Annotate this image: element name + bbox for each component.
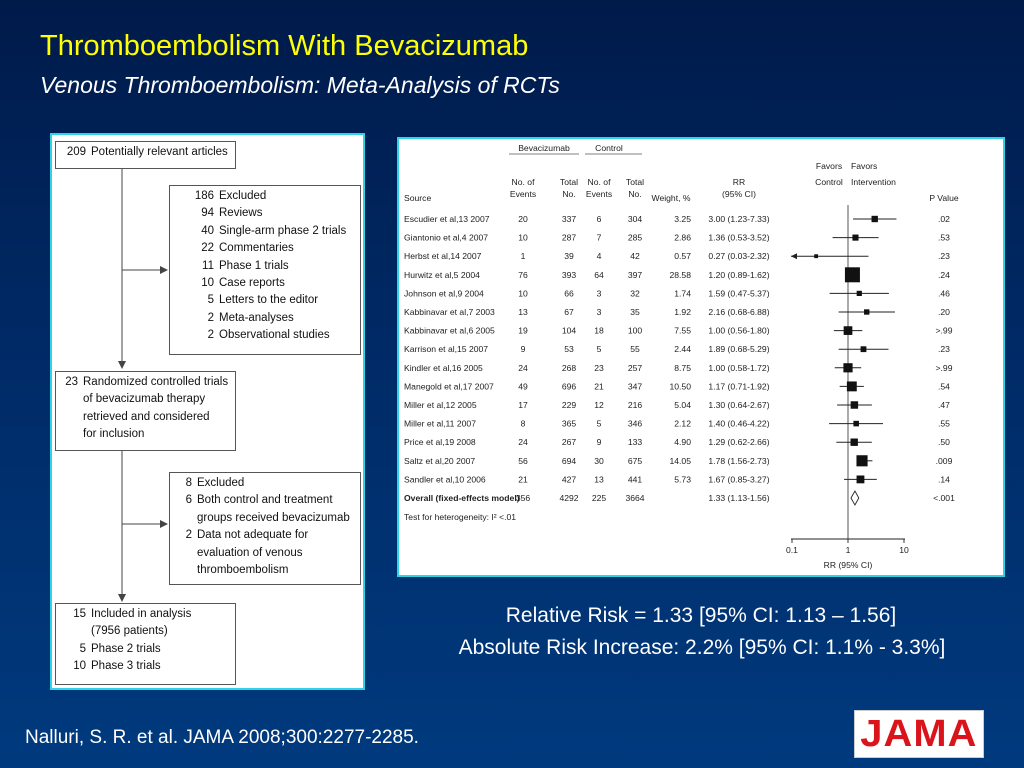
study-bev-total: 267 bbox=[561, 437, 577, 448]
study-ci-arrow bbox=[791, 253, 797, 259]
study-bev-total: 268 bbox=[561, 362, 577, 373]
column-header-favors-intervention: Intervention bbox=[851, 177, 896, 187]
study-bev-total: 393 bbox=[561, 269, 577, 280]
flow-line-text: Observational studies bbox=[219, 329, 330, 342]
study-rr-ci: 1.78 (1.56-2.73) bbox=[708, 455, 770, 466]
study-source: Miller et al,11 2007 bbox=[404, 418, 476, 429]
study-point-marker bbox=[814, 254, 818, 258]
flow-line-text: evaluation of venous bbox=[197, 546, 303, 559]
study-weight: 5.73 bbox=[674, 474, 691, 485]
study-ctl-events: 7 bbox=[596, 232, 602, 243]
study-weight: 8.75 bbox=[674, 362, 691, 373]
study-rr-ci: 1.40 (0.46-4.22) bbox=[708, 418, 770, 429]
study-ctl-total: 32 bbox=[630, 288, 640, 299]
column-header-rr: RR bbox=[732, 177, 746, 187]
x-axis-tick-label: 1 bbox=[845, 545, 851, 555]
study-rr-ci: 1.00 (0.58-1.72) bbox=[708, 362, 770, 373]
study-weight: 7.55 bbox=[674, 325, 691, 336]
flow-line bbox=[174, 188, 356, 205]
study-ctl-total: 441 bbox=[627, 474, 643, 485]
flow-box-excluded-trials bbox=[169, 472, 361, 585]
flow-line-text: retrieved and considered bbox=[83, 410, 210, 423]
study-weight: 2.12 bbox=[674, 418, 691, 429]
study-ctl-total: 285 bbox=[627, 232, 643, 243]
forest-plot-panel bbox=[397, 137, 1005, 577]
flow-line-text: thromboembolism bbox=[197, 564, 289, 577]
column-header-favors-control: Control bbox=[815, 177, 843, 187]
column-header-favors-intervention: Favors bbox=[851, 161, 878, 171]
study-bev-events: 17 bbox=[518, 400, 528, 410]
study-p-value: .23 bbox=[938, 251, 950, 262]
study-p-value: >.99 bbox=[935, 362, 953, 373]
study-bev-total: 104 bbox=[561, 325, 577, 336]
study-rr-ci: 1.36 (0.53-3.52) bbox=[708, 232, 770, 243]
study-weight: 3.25 bbox=[674, 214, 691, 224]
study-weight: 2.44 bbox=[674, 344, 691, 355]
flow-line-count: 5 bbox=[207, 294, 214, 307]
study-p-value: .14 bbox=[938, 474, 950, 485]
flow-line bbox=[174, 475, 356, 492]
flow-line-text: of bevacizumab therapy bbox=[83, 393, 206, 406]
jama-logo-text: JAMA bbox=[860, 712, 978, 755]
flow-line-count: 2 bbox=[207, 311, 214, 324]
flow-line-count: 8 bbox=[185, 477, 192, 489]
study-weight: 28.58 bbox=[669, 269, 691, 280]
group-header-control: Control bbox=[595, 143, 623, 153]
flow-line-text: Case reports bbox=[219, 277, 285, 290]
study-source: Saltz et al,20 2007 bbox=[404, 455, 476, 466]
study-weight: 0.57 bbox=[674, 251, 691, 262]
study-bev-total: 53 bbox=[564, 344, 574, 355]
flow-line bbox=[60, 658, 231, 675]
study-bev-events: 24 bbox=[518, 362, 528, 373]
overall-p-value: <.001 bbox=[933, 493, 955, 503]
study-point-marker bbox=[857, 291, 862, 296]
study-ctl-total: 675 bbox=[627, 455, 643, 466]
study-rr-ci: 1.59 (0.47-5.37) bbox=[708, 288, 770, 299]
study-source: Hurwitz et al,5 2004 bbox=[404, 269, 480, 280]
study-weight: 2.86 bbox=[674, 232, 691, 243]
flow-line bbox=[60, 374, 231, 391]
study-point-marker bbox=[844, 326, 853, 335]
study-bev-total: 67 bbox=[564, 307, 574, 317]
jama-logo bbox=[854, 710, 984, 758]
study-bev-total: 427 bbox=[561, 474, 577, 485]
study-p-value: >.99 bbox=[935, 325, 953, 336]
overall-source: Overall (fixed-effects model) bbox=[404, 493, 520, 503]
column-header-bev-events: No. of bbox=[511, 177, 535, 187]
group-header-bevacizumab: Bevacizumab bbox=[518, 143, 570, 153]
column-header-source: Source bbox=[404, 193, 432, 203]
study-bev-events: 21 bbox=[518, 474, 528, 485]
study-point-marker bbox=[851, 401, 858, 408]
study-rr-ci: 1.00 (0.56-1.80) bbox=[708, 325, 770, 336]
flow-line-count: 5 bbox=[79, 642, 86, 655]
column-header-bev-total: Total bbox=[559, 177, 579, 187]
flow-line-count: 10 bbox=[201, 277, 214, 290]
flow-line-count: 22 bbox=[201, 242, 214, 255]
study-point-marker bbox=[845, 267, 860, 282]
study-rr-ci: 1.30 (0.64-2.67) bbox=[708, 400, 770, 410]
column-header-ctl-total: Total bbox=[625, 177, 645, 187]
column-header-bev-events: Events bbox=[509, 189, 537, 199]
study-point-marker bbox=[847, 381, 857, 391]
study-rr-ci: 1.29 (0.62-2.66) bbox=[708, 437, 770, 448]
study-point-marker bbox=[851, 439, 858, 446]
study-ctl-total: 304 bbox=[627, 214, 643, 224]
flow-line bbox=[174, 223, 356, 240]
flow-line bbox=[174, 510, 356, 527]
study-point-marker bbox=[857, 475, 865, 483]
relative-risk-result: Relative Risk = 1.33 [95% CI: 1.13 – 1.56] bbox=[505, 604, 897, 627]
study-bev-total: 39 bbox=[564, 251, 574, 262]
study-ctl-events: 5 bbox=[596, 418, 602, 429]
citation: Nalluri, S. R. et al. JAMA 2008;300:2277-2285. bbox=[25, 727, 419, 748]
flow-line-text: Both control and treatment bbox=[197, 494, 333, 507]
overall-bev-events: 356 bbox=[515, 493, 531, 503]
study-ctl-total: 346 bbox=[627, 418, 643, 429]
study-bev-total: 337 bbox=[561, 214, 577, 224]
study-bev-total: 696 bbox=[561, 381, 577, 392]
flow-box-included-analysis bbox=[55, 603, 236, 685]
study-ctl-events: 21 bbox=[594, 381, 604, 392]
study-p-value: .02 bbox=[938, 214, 950, 224]
study-ctl-events: 3 bbox=[596, 288, 602, 299]
study-bev-events: 10 bbox=[518, 232, 528, 243]
slide-title: Thromboembolism With Bevacizumab bbox=[40, 30, 529, 62]
flow-line bbox=[174, 240, 356, 257]
study-rr-ci: 1.20 (0.89-1.62) bbox=[708, 269, 770, 280]
flow-line bbox=[174, 527, 356, 544]
study-weight: 1.92 bbox=[674, 307, 691, 317]
study-bev-events: 24 bbox=[518, 437, 528, 448]
flow-line bbox=[174, 562, 356, 579]
study-weight: 1.74 bbox=[674, 288, 691, 299]
study-source: Price et al,19 2008 bbox=[404, 437, 476, 448]
study-ctl-events: 6 bbox=[596, 214, 602, 224]
flow-line bbox=[174, 258, 356, 275]
overall-ctl-events: 225 bbox=[591, 493, 607, 503]
flow-line-text: Randomized controlled trials bbox=[83, 376, 229, 388]
study-rr-ci: 3.00 (1.23-7.33) bbox=[708, 214, 770, 224]
flow-line bbox=[60, 623, 231, 640]
study-bev-events: 9 bbox=[520, 344, 526, 355]
study-ctl-total: 35 bbox=[630, 307, 640, 317]
study-ctl-total: 133 bbox=[627, 437, 643, 448]
study-ctl-events: 5 bbox=[596, 344, 602, 355]
study-bev-events: 49 bbox=[518, 381, 528, 392]
overall-ctl-total: 3664 bbox=[625, 493, 645, 503]
study-ctl-events: 9 bbox=[596, 437, 602, 448]
column-header-bev-total: No. bbox=[562, 189, 576, 199]
study-bev-events: 20 bbox=[518, 214, 528, 224]
flow-box-potential-articles bbox=[55, 141, 236, 169]
study-bev-events: 13 bbox=[518, 307, 528, 317]
study-weight: 14.05 bbox=[669, 455, 691, 466]
flow-line-text: Letters to the editor bbox=[219, 294, 319, 307]
study-bev-total: 365 bbox=[561, 418, 577, 429]
study-rr-ci: 0.27 (0.03-2.32) bbox=[708, 251, 770, 262]
flow-line-count: 209 bbox=[66, 146, 86, 158]
study-p-value: .50 bbox=[938, 437, 950, 448]
flow-line-count: 10 bbox=[73, 660, 86, 673]
column-header-ctl-events: No. of bbox=[587, 177, 611, 187]
column-header-favors-control: Favors bbox=[815, 161, 843, 171]
flow-line bbox=[174, 275, 356, 292]
flow-line-text: Excluded bbox=[219, 190, 267, 202]
study-ctl-events: 64 bbox=[594, 269, 604, 280]
flow-line-count: 186 bbox=[194, 190, 214, 202]
study-rr-ci: 2.16 (0.68-6.88) bbox=[708, 307, 770, 317]
flow-line-text: Data not adequate for bbox=[197, 529, 309, 542]
flow-line bbox=[60, 426, 231, 443]
study-point-marker bbox=[852, 235, 858, 241]
study-bev-events: 76 bbox=[518, 269, 528, 280]
column-header-ctl-events: Events bbox=[585, 189, 613, 199]
study-bev-total: 694 bbox=[561, 455, 577, 466]
study-ctl-events: 18 bbox=[594, 325, 604, 336]
flow-box-rcts-considered bbox=[55, 371, 236, 451]
study-p-value: .009 bbox=[935, 455, 953, 466]
flow-line bbox=[174, 292, 356, 309]
flow-line-text: groups received bevacizumab bbox=[197, 511, 350, 524]
flow-line-count: 40 bbox=[201, 224, 214, 237]
study-weight: 4.90 bbox=[674, 437, 691, 448]
study-source: Manegold et al,17 2007 bbox=[404, 381, 494, 392]
study-bev-events: 8 bbox=[520, 418, 526, 429]
flow-line-text: (7956 patients) bbox=[91, 625, 168, 638]
flow-line-text: Phase 1 trials bbox=[219, 259, 289, 272]
flow-line-text: Included in analysis bbox=[91, 608, 192, 620]
flow-line-text: Potentially relevant articles bbox=[91, 146, 228, 158]
study-weight: 5.04 bbox=[674, 400, 691, 410]
flow-line-text: Phase 3 trials bbox=[91, 660, 161, 673]
study-point-marker bbox=[864, 309, 869, 314]
flow-line-text: Single-arm phase 2 trials bbox=[219, 224, 347, 237]
absolute-risk-result: Absolute Risk Increase: 2.2% [95% CI: 1.1% - 3.3%] bbox=[458, 636, 946, 659]
overall-bev-total: 4292 bbox=[559, 493, 579, 503]
column-header-p-value: P Value bbox=[929, 193, 959, 203]
study-bev-events: 56 bbox=[518, 455, 528, 466]
flow-line bbox=[174, 205, 356, 222]
flow-line-count: 94 bbox=[201, 207, 214, 220]
flowchart-panel bbox=[50, 133, 365, 690]
flow-box-excluded-articles bbox=[169, 185, 361, 355]
flow-line-count: 11 bbox=[202, 259, 214, 272]
x-axis-label: RR (95% CI) bbox=[823, 560, 873, 570]
study-bev-total: 287 bbox=[561, 232, 577, 243]
study-rr-ci: 1.67 (0.85-3.27) bbox=[708, 474, 770, 485]
x-axis-tick-label: 10 bbox=[899, 545, 909, 555]
study-source: Karrison et al,15 2007 bbox=[404, 344, 489, 355]
study-source: Escudier et al,13 2007 bbox=[404, 214, 490, 224]
flow-line bbox=[174, 545, 356, 562]
flow-line bbox=[60, 391, 231, 408]
study-ctl-total: 55 bbox=[630, 344, 640, 355]
flow-line-text: Commentaries bbox=[219, 242, 294, 255]
study-ctl-events: 3 bbox=[596, 307, 602, 317]
flow-line-count: 2 bbox=[207, 329, 214, 342]
flow-line-count: 23 bbox=[65, 376, 78, 388]
flow-line-count: 2 bbox=[185, 529, 192, 542]
flow-line-text: for inclusion bbox=[83, 428, 145, 441]
study-p-value: .55 bbox=[938, 418, 950, 429]
flow-line-count: 6 bbox=[185, 494, 192, 507]
flow-line bbox=[60, 641, 231, 658]
study-p-value: .53 bbox=[938, 232, 950, 243]
forest-plot bbox=[399, 139, 1003, 575]
flow-line bbox=[174, 310, 356, 327]
study-source: Sandler et al,10 2006 bbox=[404, 474, 486, 485]
flow-line bbox=[60, 606, 231, 623]
study-point-marker bbox=[843, 363, 852, 372]
study-bev-events: 19 bbox=[518, 325, 528, 336]
study-source: Kabbinavar et al,6 2005 bbox=[404, 325, 495, 336]
study-point-marker bbox=[856, 455, 867, 466]
study-source: Herbst et al,14 2007 bbox=[404, 251, 482, 262]
study-source: Giantonio et al,4 2007 bbox=[404, 232, 489, 243]
x-axis-tick-label: 0.1 bbox=[786, 545, 798, 555]
study-p-value: .20 bbox=[938, 307, 950, 317]
flow-line-text: Phase 2 trials bbox=[91, 642, 161, 655]
study-ctl-events: 23 bbox=[594, 362, 604, 373]
study-p-value: .47 bbox=[938, 400, 950, 410]
study-point-marker bbox=[853, 421, 859, 427]
study-source: Kabbinavar et al,7 2003 bbox=[404, 307, 495, 317]
study-source: Johnson et al,9 2004 bbox=[404, 288, 484, 299]
heterogeneity-test: Test for heterogeneity: I² <.01 bbox=[404, 512, 517, 522]
study-bev-total: 229 bbox=[561, 400, 577, 410]
study-point-marker bbox=[861, 346, 867, 352]
column-header-ctl-total: No. bbox=[628, 189, 642, 199]
study-weight: 10.50 bbox=[669, 381, 691, 392]
study-bev-events: 1 bbox=[520, 251, 526, 262]
study-p-value: .24 bbox=[938, 269, 950, 280]
flow-line-text: Meta-analyses bbox=[219, 311, 294, 324]
flow-line bbox=[60, 409, 231, 426]
column-header-weight: Weight, % bbox=[651, 193, 691, 203]
study-ctl-total: 42 bbox=[630, 251, 640, 262]
study-source: Miller et al,12 2005 bbox=[404, 400, 477, 410]
flow-line bbox=[60, 144, 231, 161]
study-p-value: .54 bbox=[938, 381, 950, 392]
study-rr-ci: 1.89 (0.68-5.29) bbox=[708, 344, 770, 355]
study-ctl-events: 4 bbox=[596, 251, 602, 262]
flow-line-text: Excluded bbox=[197, 477, 245, 489]
flow-line bbox=[174, 492, 356, 509]
study-bev-events: 10 bbox=[518, 288, 528, 299]
study-bev-total: 66 bbox=[564, 288, 574, 299]
study-p-value: .46 bbox=[938, 288, 950, 299]
study-ctl-events: 13 bbox=[594, 474, 604, 485]
flow-line-text: Reviews bbox=[219, 207, 263, 220]
study-ctl-total: 257 bbox=[627, 362, 643, 373]
study-point-marker bbox=[872, 216, 878, 222]
study-ctl-total: 397 bbox=[627, 269, 643, 280]
study-ctl-events: 30 bbox=[594, 455, 604, 466]
flow-line-count: 15 bbox=[73, 608, 86, 620]
study-rr-ci: 1.17 (0.71-1.92) bbox=[708, 381, 770, 392]
study-ctl-total: 347 bbox=[627, 381, 643, 392]
study-ctl-total: 216 bbox=[627, 400, 643, 410]
study-p-value: .23 bbox=[938, 344, 950, 355]
overall-rr-ci: 1.33 (1.13-1.56) bbox=[708, 493, 770, 503]
slide-subtitle: Venous Thromboembolism: Meta-Analysis of RCTs bbox=[40, 72, 560, 98]
study-ctl-events: 12 bbox=[594, 400, 604, 410]
study-ctl-total: 100 bbox=[627, 325, 643, 336]
column-header-rr: (95% CI) bbox=[722, 189, 756, 199]
study-source: Kindler et al,16 2005 bbox=[404, 362, 483, 373]
flow-line bbox=[174, 327, 356, 344]
overall-diamond bbox=[851, 491, 859, 505]
